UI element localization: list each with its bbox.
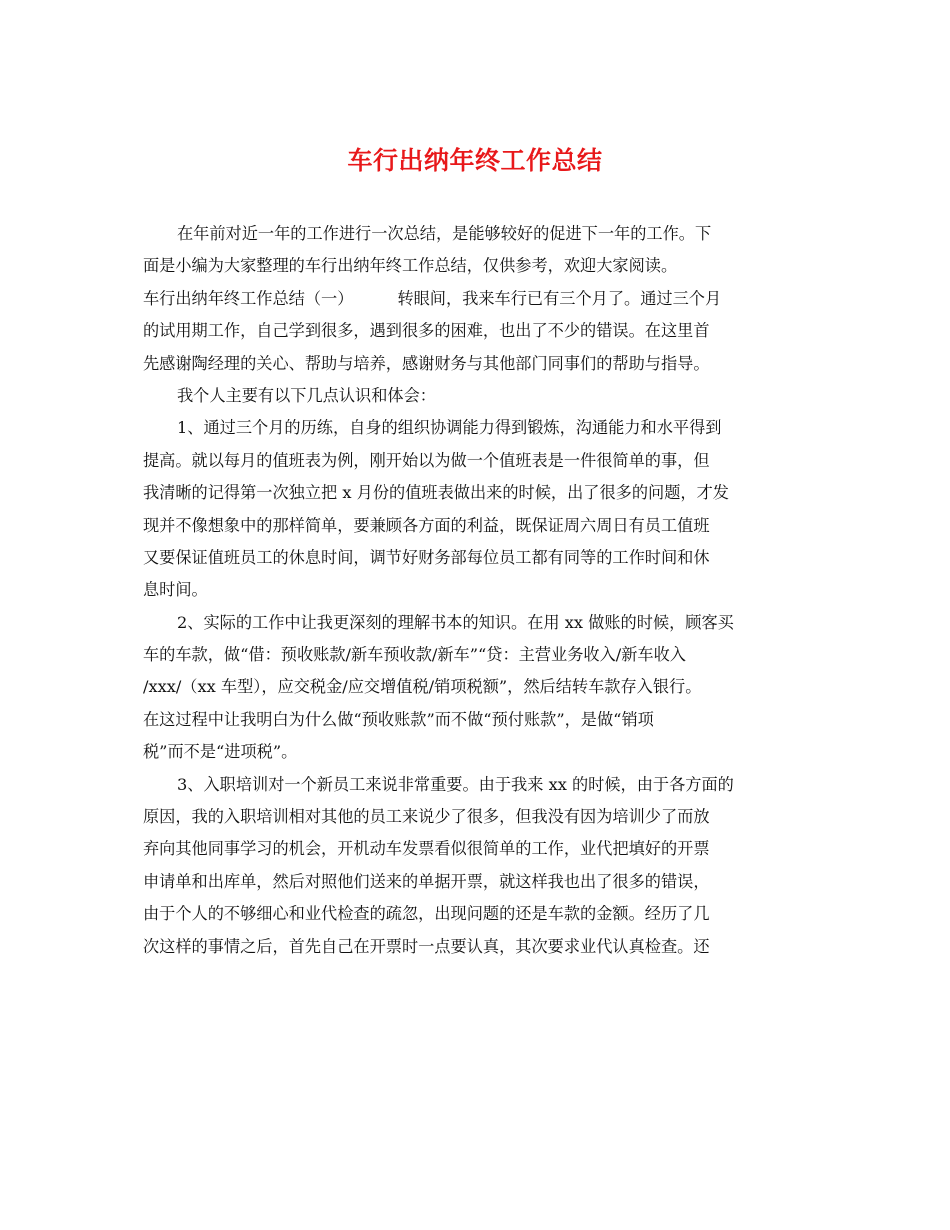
text-line: 原因，我的入职培训相对其他的员工来说少了很多，但我没有因为培训少了而放 xyxy=(143,807,710,827)
text-line: 由于个人的不够细心和业代检查的疏忽，出现问题的还是车款的金额。经历了几 xyxy=(143,904,710,924)
text-line: /xxx/（xx 车型），应交税金/应交增值税/销项税额”，然后结转车款存入银行。 xyxy=(143,677,702,697)
text-line: 我清晰的记得第一次独立把 x 月份的值班表做出来的时候，出了很多的问题，才发 xyxy=(143,483,729,503)
text-line: 3、入职培训对一个新员工来说非常重要。由于我来 xx 的时候，由于各方面的 xyxy=(177,774,734,794)
text-segment: 转眼间，我来车行已有三个月了。通过三个月 xyxy=(397,288,722,308)
text-line: 现并不像想象中的那样简单，要兼顾各方面的利益，既保证周六周日有员工值班 xyxy=(143,515,710,535)
document-body xyxy=(143,218,813,963)
text-line: 息时间。 xyxy=(143,580,208,600)
text-line: 先感谢陶经理的关心、帮助与培养，感谢财务与其他部门同事们的帮助与指导。 xyxy=(143,353,710,373)
text-line: 提高。就以每月的值班表为例，刚开始以为做一个值班表是一件很简单的事，但 xyxy=(143,450,710,470)
text-line: 1、通过三个月的历练，自身的组织协调能力得到锻炼，沟通能力和水平得到 xyxy=(177,418,722,438)
text-line: 我个人主要有以下几点认识和体会： xyxy=(177,385,436,405)
text-line: 申请单和出库单，然后对照他们送来的单据开票，就这样我也出了很多的错误， xyxy=(143,871,710,891)
text-line: 在年前对近一年的工作进行一次总结，是能够较好的促进下一年的工作。下 xyxy=(177,224,712,243)
text-line: 的试用期工作，自己学到很多，遇到很多的困难，也出了不少的错误。在这里首 xyxy=(143,321,710,341)
text-line: 面是小编为大家整理的车行出纳年终工作总结，仅供参考，欢迎大家阅读。 xyxy=(143,256,678,276)
text-line: 2、实际的工作中让我更深刻的理解书本的知识。在用 xx 做账的时候，顾客买 xyxy=(177,612,734,632)
text-line xyxy=(143,283,813,315)
section-heading: 车行出纳年终工作总结（一） xyxy=(143,288,354,308)
text-line: 车的车款，做“借：预收账款/新车预收款/新车”“贷：主营业务收入/新车收入 xyxy=(143,645,686,665)
document-title: 车行出纳年终工作总结 xyxy=(347,146,603,175)
text-line: 又要保证值班员工的休息时间，调节好财务部每位员工都有同等的工作时间和休 xyxy=(143,547,710,567)
text-line: 在这过程中让我明白为什么做“预收账款”而不做“预付账款”，是做“销项 xyxy=(143,709,654,729)
text-line: 弃向其他同事学习的机会，开机动车发票看似很简单的工作，业代把填好的开票 xyxy=(143,839,710,859)
text-line: 税”而不是“进项税”。 xyxy=(143,742,298,762)
text-line: 次这样的事情之后，首先自己在开票时一点要认真，其次要求业代认真检查。还 xyxy=(143,936,710,956)
